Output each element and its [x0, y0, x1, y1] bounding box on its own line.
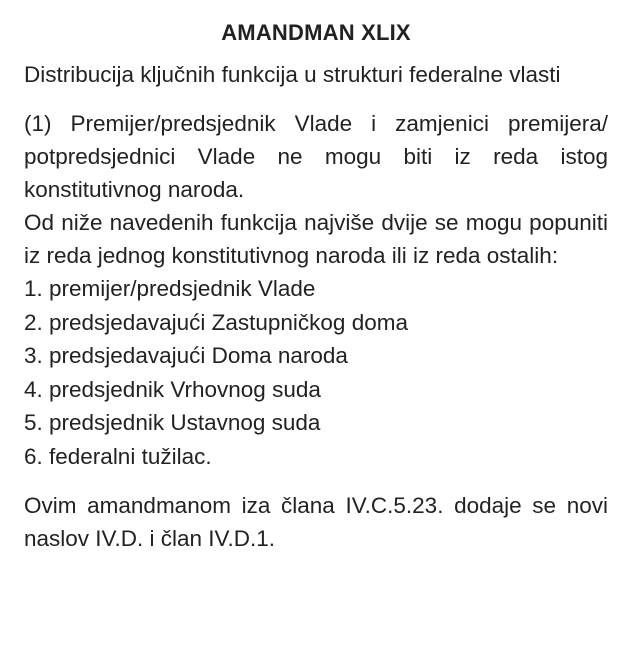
- list-item: 4. predsjednik Vrhovnog suda: [24, 376, 321, 402]
- section-subtitle: Distribucija ključnih funkcija u strukturi federalne vlasti: [24, 62, 561, 87]
- list-item: 6. federalni tužilac.: [24, 443, 212, 469]
- functions-list: [24, 272, 608, 473]
- closing-paragraph: Ovim amandmanom iza člana IV.C.5.23. dodaje se novi naslov IV.D. i član IV.D.1.: [24, 493, 608, 551]
- list-item: 3. predsjedavajući Doma naroda: [24, 343, 348, 368]
- document-title: AMANDMAN XLIX: [221, 20, 411, 45]
- list-item: 2. predsjedavajući Zastupničkog doma: [24, 309, 408, 335]
- list-item: 5. predsjednik Ustavnog suda: [24, 410, 321, 435]
- paragraph-1: (1) Premijer/predsjednik Vlade i zamjenici premijera/ potpredsjednici Vlade ne mogu biti iz reda istog konstitutivnog naroda.: [24, 111, 608, 202]
- paragraph-2: Od niže navedenih funkcija najviše dvije se mogu popuniti iz reda jednog konstitutivnog naroda ili iz reda ostalih:: [24, 210, 608, 268]
- list-item: 1. premijer/predsjednik Vlade: [24, 276, 316, 301]
